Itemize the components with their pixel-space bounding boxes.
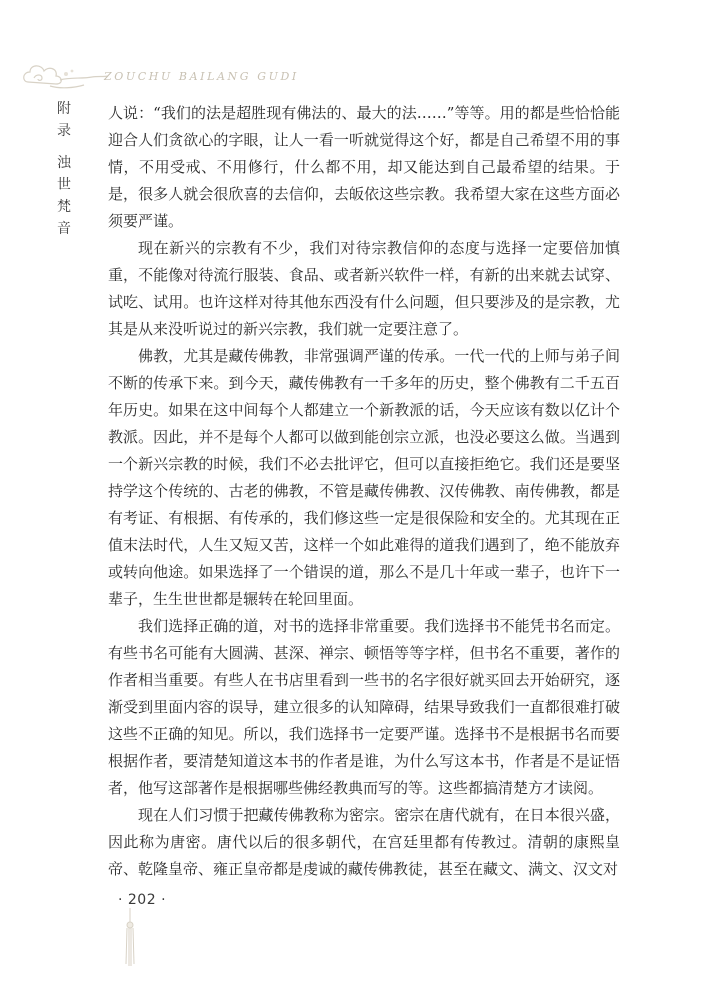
tassel-ornament-icon xyxy=(120,908,140,968)
body-text xyxy=(108,100,620,883)
running-title: ZOUCHU BAILANG GUDI xyxy=(104,70,299,83)
chapter-label: 浊世梵音 xyxy=(57,155,71,237)
cloud-ornament-icon xyxy=(20,58,110,94)
paragraph: 现在人们习惯于把藏传佛教称为密宗。密宗在唐代就有，在日本很兴盛，因此称为唐密。唐代以后的很多朝代，在宫廷里都有传教过。清朝的康熙皇帝、乾隆皇帝、雍正皇帝都是虔诚的藏传佛教徒，甚至在藏文、满文、汉文对 xyxy=(108,806,620,878)
paragraph: 佛教，尤其是藏传佛教，非常强调严谨的传承。一代一代的上师与弟子间不断的传承下来。到今天，藏传佛教有一千多年的历史，整个佛教有二千五百年历史。如果在这中间每个人都建立一个新教派的话，今天应该有数以亿计个教派。因此，并不是每个人都可以做到能创宗立派，也没必要这么做。当遇到一个新兴宗教的时候，我们不必去批评它，但可以直接拒绝它。我们还是要坚持学这个传统的、古老的佛教，不管是藏传佛教、汉传佛教、南传佛教，都是有考证、有根据、有传承的，我们修这些一定是很保险和安全的。尤其现在正值末法时代，人生又短又苦，这样一个如此难得的道我们遇到了，绝不能放弃或转向他途。如果选择了一个错误的道，那么不是几十年或一辈子，也许下一辈子，生生世世都是辗转在轮回里面。 xyxy=(108,347,620,608)
page-number: · 202 · xyxy=(118,892,167,908)
section-label: 附录 xyxy=(57,101,71,139)
paragraph: 现在新兴的宗教有不少，我们对待宗教信仰的态度与选择一定要倍加慎重，不能像对待流行服装、食品、或者新兴软件一样，有新的出来就去试穿、试吃、试用。也许这样对待其他东西没有什么问题，但只要涉及的是宗教，尤其是从来没听说过的新兴宗教，我们就一定要注意了。 xyxy=(108,239,620,338)
paragraph: 人说：“我们的法是超胜现有佛法的、最大的法……”等等。用的都是些恰恰能迎合人们贪欲心的字眼，让人一看一听就觉得这个好，都是自己希望不用的事情，不用受戒、不用修行，什么都不用，却又能达到自己最希望的结果。于是，很多人就会很欣喜的去信仰，去皈依这些宗教。我希望大家在这些方面必须要严谨。 xyxy=(108,104,620,230)
paragraph: 我们选择正确的道，对书的选择非常重要。我们选择书不能凭书名而定。有些书名可能有大圆满、甚深、禅宗、顿悟等等字样，但书名不重要，著作的作者相当重要。有些人在书店里看到一些书的名字很好就买回去开始研究，逐渐受到里面内容的误导，建立很多的认知障碍，结果导致我们一直都很难打破这些不正确的知见。所以，我们选择书一定要严谨。选择书不是根据书名而要根据作者，要清楚知道这本书的作者是谁，为什么写这本书，作者是不是证悟者，他写这部著作是根据哪些佛经教典而写的等。这些都搞清楚方才读阅。 xyxy=(108,617,620,797)
